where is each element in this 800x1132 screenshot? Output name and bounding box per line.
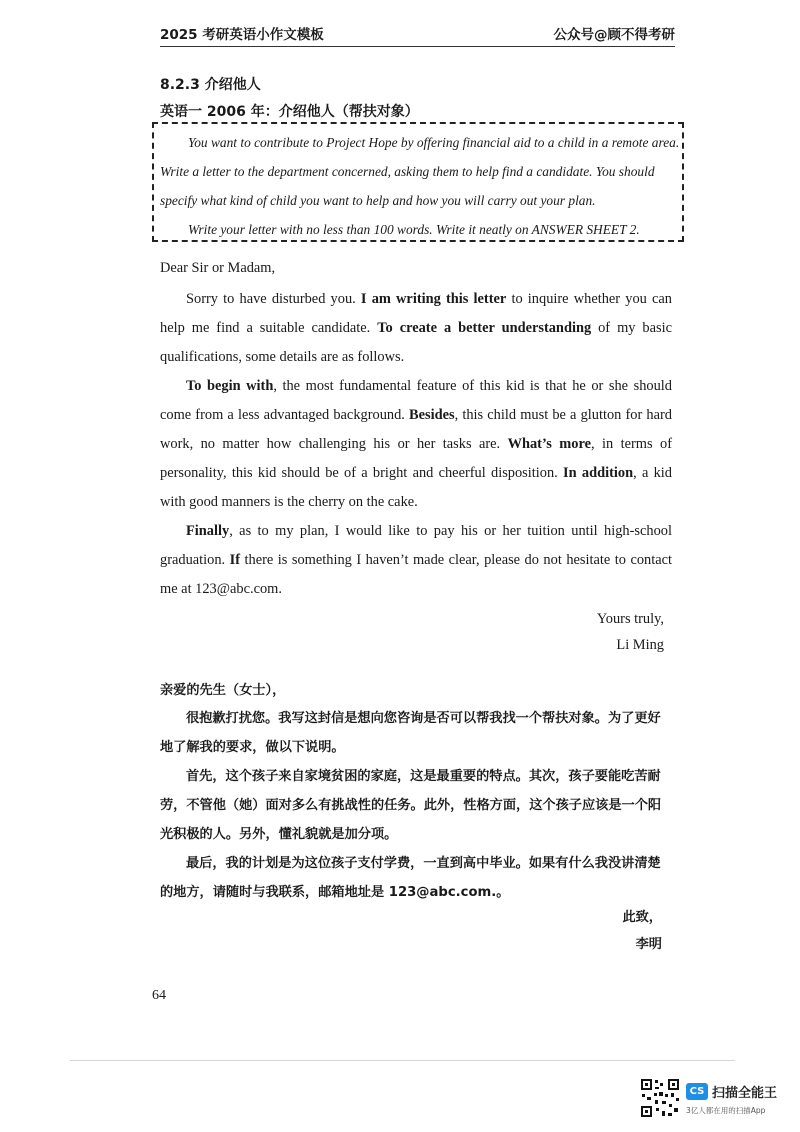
letter-signature: Li Ming	[616, 637, 664, 653]
letter-paragraph-2: To begin with, the most fundamental feature of this kid is that he or she should come from a less advantaged background. Besides, this child must be a glutton for hard work, no matter how challenging his or her tasks are. What’s more, in terms of personality, this kid should be of a bright and cheerful disposition. In addition, a kid with good manners is the cherry on the cake.	[160, 378, 672, 510]
letter-closing: Yours truly,	[596, 611, 664, 627]
letter-salutation: Dear Sir or Madam,	[160, 260, 276, 276]
translation-paragraph-1: 很抱歉打扰您。我写这封信是想向您咨询是否可以帮我找一个帮扶对象。为了更好地了解我的要求，做以下说明。	[160, 711, 661, 755]
footer-divider	[70, 1060, 735, 1061]
prompt-line: You want to contribute to Project Hope by offering financial aid to a child in a remote area.	[188, 135, 680, 150]
translation-paragraph-2: 首先，这个孩子来自家境贫困的家庭，这是最重要的特点。其次，孩子要能吃苦耐劳，不管他（她）面对多么有挑战性的任务。此外，性格方面，这个孩子应该是一个阳光积极的人。另外，懂礼貌就是加分项。	[160, 769, 662, 842]
scanner-tagline: 3亿人都在用的扫描App	[686, 1106, 766, 1115]
translation-signature: 李明	[635, 937, 662, 952]
prompt-line: Write your letter with no less than 100 words. Write it neatly on ANSWER SHEET 2.	[188, 222, 640, 237]
prompt-line: Write a letter to the department concerned, asking them to help find a candidate. You should	[160, 164, 655, 179]
scanner-logo-icon: CS	[686, 1083, 708, 1100]
translation-closing: 此致，	[622, 910, 662, 925]
qr-code-icon	[640, 1078, 680, 1118]
letter-closing-block	[597, 606, 664, 658]
exam-title: 英语一 2006 年：介绍他人（帮扶对象）	[160, 104, 419, 120]
page-number: 64	[152, 988, 166, 1003]
page-header	[160, 22, 675, 47]
letter-paragraph-1: Sorry to have disturbed you. I am writing this letter to inquire whether you can help me find a suitable candidate. To create a better understanding of my basic qualifications, some details are as follows.	[160, 291, 672, 365]
translation-closing-block	[622, 904, 662, 958]
letter-paragraph-3: Finally, as to my plan, I would like to pay his or her tuition until high-school graduation. If there is something I haven’t made clear, please do not hesitate to contact me at 123@abc.com.	[160, 523, 672, 597]
header-account: 公众号@顾不得考研	[553, 27, 675, 43]
translation-paragraph-3: 最后，我的计划是为这位孩子支付学费，一直到高中毕业。如果有什么我没讲清楚的地方，请随时与我联系，邮箱地址是 123@abc.com.。	[160, 856, 661, 900]
section-title: 8.2.3 介绍他人	[160, 77, 261, 93]
chinese-translation	[160, 677, 672, 907]
writing-prompt-box	[152, 122, 684, 242]
header-book-title: 2025 考研英语小作文模板	[160, 27, 324, 43]
english-letter	[160, 255, 672, 604]
prompt-line: specify what kind of child you want to help and how you will carry out your plan.	[160, 193, 596, 208]
scanner-brand: 扫描全能王	[712, 1086, 778, 1101]
translation-salutation: 亲爱的先生（女士），	[160, 683, 286, 698]
